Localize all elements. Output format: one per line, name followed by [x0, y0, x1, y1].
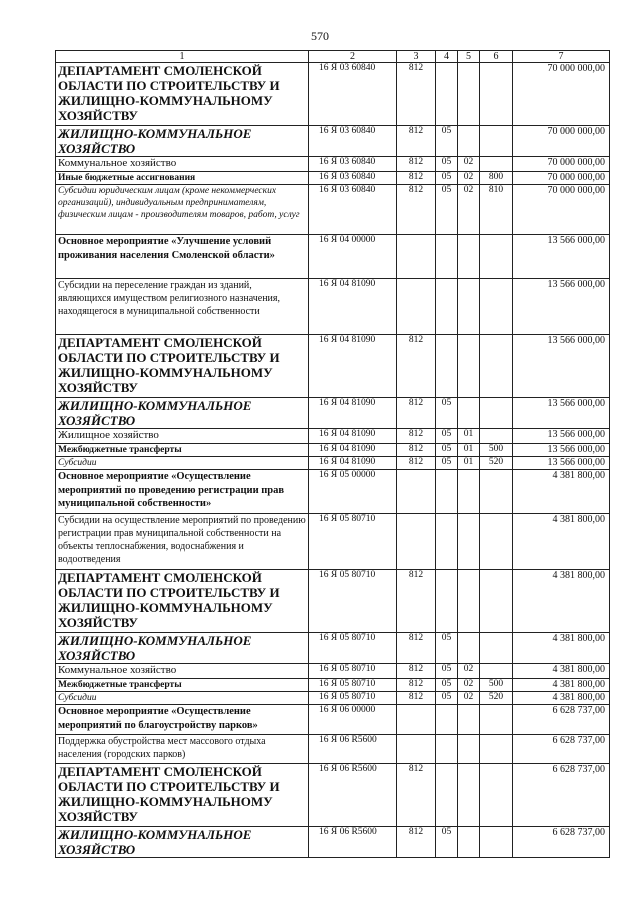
row-expense-type: [480, 514, 513, 570]
row-section-code: [436, 335, 458, 398]
row-grbs-code: 812: [397, 335, 436, 398]
row-section-code: 05: [436, 185, 458, 235]
table-row: [56, 570, 610, 633]
row-grbs-code: [397, 235, 436, 279]
row-target-code: 16 Я 04 00000: [309, 235, 397, 279]
row-expense-type: [480, 570, 513, 633]
row-subsection-code: [458, 514, 480, 570]
table-row: [56, 764, 610, 827]
row-expense-type: [480, 279, 513, 335]
row-subsection-code: [458, 764, 480, 827]
row-subsection-code: 01: [458, 457, 480, 470]
row-amount: 13 566 000,00: [513, 235, 610, 279]
row-subsection-code: [458, 735, 480, 764]
row-name: Субсидии: [56, 457, 309, 470]
row-grbs-code: 812: [397, 429, 436, 444]
table-row: [56, 235, 610, 279]
row-expense-type: [480, 664, 513, 679]
table-row: [56, 705, 610, 735]
row-grbs-code: 812: [397, 157, 436, 172]
row-amount: 70 000 000,00: [513, 157, 610, 172]
row-grbs-code: 812: [397, 172, 436, 185]
row-subsection-code: [458, 705, 480, 735]
row-section-code: [436, 570, 458, 633]
row-section-code: 05: [436, 457, 458, 470]
row-section-code: [436, 735, 458, 764]
table-row: [56, 63, 610, 126]
row-grbs-code: 812: [397, 764, 436, 827]
row-section-code: 05: [436, 633, 458, 664]
table-row: [56, 185, 610, 235]
row-target-code: 16 Я 04 81090: [309, 335, 397, 398]
table-row: [56, 429, 610, 444]
row-target-code: 16 Я 03 60840: [309, 185, 397, 235]
row-expense-type: 520: [480, 692, 513, 705]
row-expense-type: [480, 335, 513, 398]
row-section-code: 05: [436, 692, 458, 705]
row-name: Субсидии: [56, 692, 309, 705]
row-subsection-code: 02: [458, 679, 480, 692]
table-row: [56, 692, 610, 705]
row-name: Субсидии юридическим лицам (кроме некоммерческих организаций), индивидуальным предпринимателям, физическим лицам - производителям товаров, работ, услуг: [56, 185, 309, 235]
row-target-code: 16 Я 04 81090: [309, 279, 397, 335]
row-subsection-code: [458, 827, 480, 858]
row-expense-type: [480, 429, 513, 444]
row-subsection-code: 02: [458, 157, 480, 172]
row-section-code: 05: [436, 172, 458, 185]
row-name: Основное мероприятие «Осуществление мероприятий по благоустройству парков»: [56, 705, 309, 735]
row-section-code: 05: [436, 429, 458, 444]
row-target-code: 16 Я 06 00000: [309, 705, 397, 735]
row-grbs-code: 812: [397, 398, 436, 429]
row-amount: 70 000 000,00: [513, 126, 610, 157]
row-grbs-code: 812: [397, 126, 436, 157]
row-name: Субсидии на переселение граждан из зданий, являющихся имуществом религиозного назначения, находящегося в муниципальной собственности: [56, 279, 309, 335]
row-expense-type: 810: [480, 185, 513, 235]
row-amount: 13 566 000,00: [513, 444, 610, 457]
row-amount: 4 381 800,00: [513, 664, 610, 679]
row-target-code: 16 Я 03 60840: [309, 157, 397, 172]
row-amount: 13 566 000,00: [513, 457, 610, 470]
row-expense-type: [480, 705, 513, 735]
row-expense-type: 500: [480, 444, 513, 457]
row-amount: 13 566 000,00: [513, 429, 610, 444]
header-col-1: 1: [56, 51, 309, 63]
row-name: ЖИЛИЩНО-КОММУНАЛЬНОЕ ХОЗЯЙСТВО: [56, 633, 309, 664]
table-row: [56, 664, 610, 679]
row-subsection-code: [458, 335, 480, 398]
table-row: [56, 827, 610, 858]
row-subsection-code: 01: [458, 429, 480, 444]
row-grbs-code: [397, 470, 436, 514]
row-target-code: 16 Я 04 81090: [309, 444, 397, 457]
row-expense-type: [480, 827, 513, 858]
row-name: ДЕПАРТАМЕНТ СМОЛЕНСКОЙ ОБЛАСТИ ПО СТРОИТЕЛЬСТВУ И ЖИЛИЩНО-КОММУНАЛЬНОМУ ХОЗЯЙСТВУ: [56, 570, 309, 633]
row-grbs-code: 812: [397, 444, 436, 457]
row-amount: 13 566 000,00: [513, 279, 610, 335]
row-grbs-code: 812: [397, 570, 436, 633]
row-name: Основное мероприятие «Улучшение условий проживания населения Смоленской области»: [56, 235, 309, 279]
row-subsection-code: 01: [458, 444, 480, 457]
row-amount: 13 566 000,00: [513, 398, 610, 429]
row-expense-type: 500: [480, 679, 513, 692]
row-name: ЖИЛИЩНО-КОММУНАЛЬНОЕ ХОЗЯЙСТВО: [56, 398, 309, 429]
header-col-2: 2: [309, 51, 397, 63]
header-col-7: 7: [513, 51, 610, 63]
row-subsection-code: [458, 633, 480, 664]
row-target-code: 16 Я 03 60840: [309, 126, 397, 157]
table-row: [56, 157, 610, 172]
row-name: Жилищное хозяйство: [56, 429, 309, 444]
table-row: [56, 398, 610, 429]
row-section-code: 05: [436, 444, 458, 457]
row-section-code: 05: [436, 398, 458, 429]
budget-table: [55, 50, 610, 858]
row-target-code: 16 Я 05 80710: [309, 514, 397, 570]
row-name: Коммунальное хозяйство: [56, 157, 309, 172]
row-grbs-code: [397, 279, 436, 335]
row-section-code: [436, 514, 458, 570]
row-grbs-code: 812: [397, 63, 436, 126]
table-row: [56, 126, 610, 157]
table-row: [56, 633, 610, 664]
row-section-code: 05: [436, 126, 458, 157]
table-row: [56, 335, 610, 398]
table-row: [56, 457, 610, 470]
row-subsection-code: [458, 126, 480, 157]
row-section-code: [436, 63, 458, 126]
row-grbs-code: 812: [397, 679, 436, 692]
row-expense-type: [480, 235, 513, 279]
row-target-code: 16 Я 05 80710: [309, 570, 397, 633]
row-expense-type: [480, 633, 513, 664]
row-amount: 4 381 800,00: [513, 679, 610, 692]
row-subsection-code: [458, 63, 480, 126]
row-expense-type: [480, 157, 513, 172]
budget-table-body: [56, 51, 610, 858]
row-target-code: 16 Я 04 81090: [309, 457, 397, 470]
row-name: ДЕПАРТАМЕНТ СМОЛЕНСКОЙ ОБЛАСТИ ПО СТРОИТЕЛЬСТВУ И ЖИЛИЩНО-КОММУНАЛЬНОМУ ХОЗЯЙСТВУ: [56, 63, 309, 126]
row-target-code: 16 Я 04 81090: [309, 429, 397, 444]
row-target-code: 16 Я 06 R5600: [309, 735, 397, 764]
row-name: ДЕПАРТАМЕНТ СМОЛЕНСКОЙ ОБЛАСТИ ПО СТРОИТЕЛЬСТВУ И ЖИЛИЩНО-КОММУНАЛЬНОМУ ХОЗЯЙСТВУ: [56, 335, 309, 398]
row-amount: 4 381 800,00: [513, 470, 610, 514]
table-row: [56, 279, 610, 335]
page-number: 570: [311, 29, 329, 43]
row-expense-type: [480, 735, 513, 764]
row-subsection-code: 02: [458, 172, 480, 185]
table-row: [56, 679, 610, 692]
row-grbs-code: 812: [397, 827, 436, 858]
row-subsection-code: 02: [458, 664, 480, 679]
row-expense-type: [480, 398, 513, 429]
row-target-code: 16 Я 05 80710: [309, 679, 397, 692]
row-amount: 6 628 737,00: [513, 735, 610, 764]
row-name: Межбюджетные трансферты: [56, 679, 309, 692]
row-name: ЖИЛИЩНО-КОММУНАЛЬНОЕ ХОЗЯЙСТВО: [56, 827, 309, 858]
table-row: [56, 444, 610, 457]
row-grbs-code: [397, 514, 436, 570]
row-target-code: 16 Я 03 60840: [309, 63, 397, 126]
row-grbs-code: 812: [397, 664, 436, 679]
row-amount: 6 628 737,00: [513, 764, 610, 827]
row-amount: 4 381 800,00: [513, 570, 610, 633]
table-row: [56, 470, 610, 514]
row-amount: 4 381 800,00: [513, 633, 610, 664]
table-row: [56, 735, 610, 764]
row-grbs-code: [397, 735, 436, 764]
row-subsection-code: 02: [458, 185, 480, 235]
row-grbs-code: [397, 705, 436, 735]
row-target-code: 16 Я 06 R5600: [309, 827, 397, 858]
row-amount: 4 381 800,00: [513, 692, 610, 705]
row-grbs-code: 812: [397, 692, 436, 705]
row-expense-type: [480, 126, 513, 157]
row-name: ДЕПАРТАМЕНТ СМОЛЕНСКОЙ ОБЛАСТИ ПО СТРОИТЕЛЬСТВУ И ЖИЛИЩНО-КОММУНАЛЬНОМУ ХОЗЯЙСТВУ: [56, 764, 309, 827]
row-target-code: 16 Я 05 80710: [309, 633, 397, 664]
row-amount: 13 566 000,00: [513, 335, 610, 398]
row-name: ЖИЛИЩНО-КОММУНАЛЬНОЕ ХОЗЯЙСТВО: [56, 126, 309, 157]
row-section-code: 05: [436, 157, 458, 172]
table-row: [56, 172, 610, 185]
row-section-code: [436, 705, 458, 735]
header-col-4: 4: [436, 51, 458, 63]
row-section-code: 05: [436, 827, 458, 858]
row-subsection-code: 02: [458, 692, 480, 705]
row-subsection-code: [458, 279, 480, 335]
header-col-6: 6: [480, 51, 513, 63]
row-grbs-code: 812: [397, 185, 436, 235]
row-target-code: 16 Я 03 60840: [309, 172, 397, 185]
row-name: Коммунальное хозяйство: [56, 664, 309, 679]
row-subsection-code: [458, 570, 480, 633]
row-section-code: [436, 235, 458, 279]
row-section-code: 05: [436, 679, 458, 692]
row-amount: 70 000 000,00: [513, 185, 610, 235]
row-name: Основное мероприятие «Осуществление мероприятий по проведению регистрации прав муниципальной собственности»: [56, 470, 309, 514]
row-name: Поддержка обустройства мест массового отдыха населения (городских парков): [56, 735, 309, 764]
row-grbs-code: 812: [397, 457, 436, 470]
row-expense-type: [480, 63, 513, 126]
row-target-code: 16 Я 06 R5600: [309, 764, 397, 827]
row-target-code: 16 Я 05 80710: [309, 664, 397, 679]
row-target-code: 16 Я 05 80710: [309, 692, 397, 705]
row-amount: 4 381 800,00: [513, 514, 610, 570]
row-section-code: [436, 470, 458, 514]
row-amount: 70 000 000,00: [513, 63, 610, 126]
row-target-code: 16 Я 05 00000: [309, 470, 397, 514]
row-grbs-code: 812: [397, 633, 436, 664]
header-col-5: 5: [458, 51, 480, 63]
row-expense-type: 520: [480, 457, 513, 470]
row-amount: 70 000 000,00: [513, 172, 610, 185]
row-target-code: 16 Я 04 81090: [309, 398, 397, 429]
row-expense-type: 800: [480, 172, 513, 185]
row-name: Иные бюджетные ассигнования: [56, 172, 309, 185]
row-subsection-code: [458, 398, 480, 429]
row-subsection-code: [458, 470, 480, 514]
table-row: [56, 514, 610, 570]
row-name: Субсидии на осуществление мероприятий по проведению регистрации прав муниципальной собственности на объекты теплоснабжения, водоснабжения и водоотведения: [56, 514, 309, 570]
row-expense-type: [480, 470, 513, 514]
row-expense-type: [480, 764, 513, 827]
row-name: Межбюджетные трансферты: [56, 444, 309, 457]
row-amount: 6 628 737,00: [513, 705, 610, 735]
row-section-code: 05: [436, 664, 458, 679]
row-section-code: [436, 764, 458, 827]
row-section-code: [436, 279, 458, 335]
row-subsection-code: [458, 235, 480, 279]
row-amount: 6 628 737,00: [513, 827, 610, 858]
header-row: [56, 51, 610, 63]
header-col-3: 3: [397, 51, 436, 63]
